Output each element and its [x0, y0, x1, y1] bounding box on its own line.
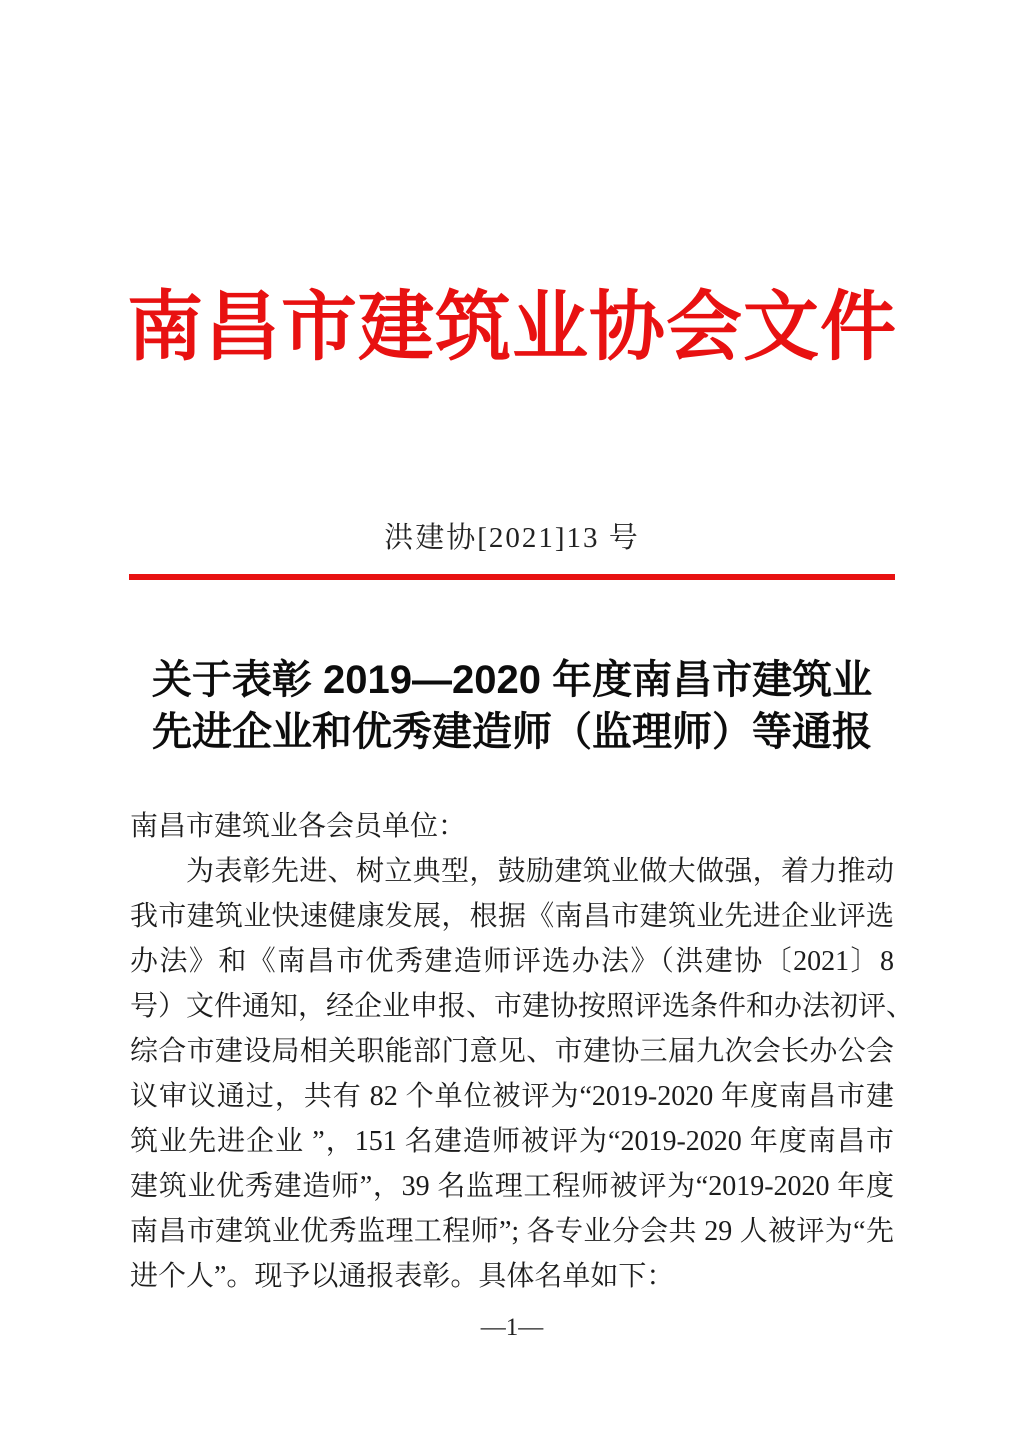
document-title-line1: 关于表彰 2019—2020 年度南昌市建筑业 [151, 658, 873, 702]
body-line: 综合市建设局相关职能部门意见、市建协三届九次会长办公会 [130, 1036, 894, 1067]
body-line: 筑业先进企业 ”，151 名建造师被评为“2019-2020 年度南昌市 [130, 1126, 894, 1157]
body-line: 为表彰先进、树立典型，鼓励建筑业做大做强，着力推动 [186, 856, 894, 887]
body-line: 号）文件通知，经企业申报、市建协按照评选条件和办法初评、 [130, 991, 915, 1022]
body-line: 办法》和《南昌市优秀建造师评选办法》（洪建协〔2021〕8 [130, 946, 894, 977]
document-title-line2: 先进企业和优秀建造师（监理师）等通报 [152, 710, 872, 754]
org-title: 南昌市建筑业协会文件 [127, 286, 897, 370]
body-line: 建筑业优秀建造师”，39 名监理工程师被评为“2019-2020 年度 [130, 1171, 894, 1202]
doc-number: 洪建协[2021]13 号 [384, 522, 640, 554]
body-line: 我市建筑业快速健康发展，根据《南昌市建筑业先进企业评选 [130, 901, 894, 932]
red-divider-line [129, 574, 895, 580]
body-line: 议审议通过，共有 82 个单位被评为“2019-2020 年度南昌市建 [130, 1081, 894, 1112]
salutation-line: 南昌市建筑业各会员单位： [130, 811, 467, 842]
page-number: —1— [480, 1314, 544, 1341]
document-body [130, 804, 915, 1299]
body-line: 进个人”。现予以通报表彰。具体名单如下： [130, 1261, 675, 1292]
body-line: 南昌市建筑业优秀监理工程师”; 各专业分会共 29 人被评为“先 [130, 1216, 894, 1247]
document-title [112, 654, 912, 758]
